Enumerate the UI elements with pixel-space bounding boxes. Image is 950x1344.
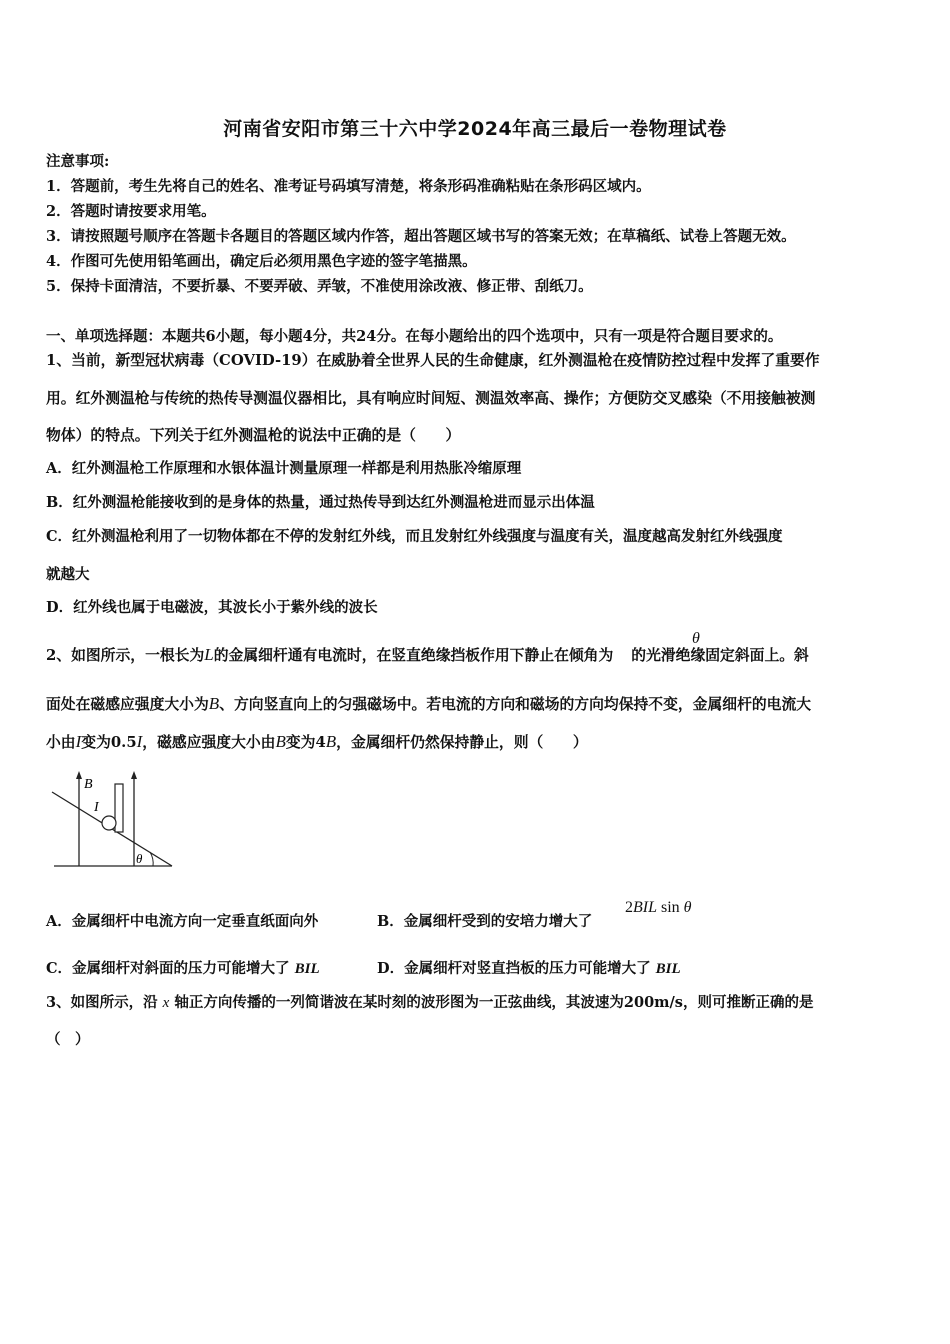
q2-option-d-text: D．金属细杆对竖直挡板的压力可能增大了 [377, 960, 651, 977]
q1-option-d: D．红外线也属于电磁波，其波长小于紫外线的波长 [46, 599, 378, 616]
arrow-up-icon [76, 771, 82, 779]
q2-text: 变为0.5 [81, 734, 137, 751]
q2-option-c [46, 959, 320, 979]
var-I: I [75, 732, 82, 751]
q1-option-c-line-2: 就越大 [46, 566, 90, 583]
q2-text: 2、如图所示，一根长为 [46, 647, 205, 664]
q2-text: 的光滑绝缘固定斜面上。斜 [631, 647, 809, 664]
q2-text: 面处在磁感应强度大小为 [46, 696, 209, 713]
q2-option-d [377, 959, 681, 979]
q1-stem-line-1: 1、当前，新型冠状病毒（COVID-19）在威胁着全世界人民的生命健康，红外测温枪在疫情防控过程中发挥了重要作 [46, 352, 820, 369]
note-3: 3．请按照题号顺序在答题卡各题目的答题区域内作答，超出答题区域书写的答案无效；在草稿纸、试卷上答题无效。 [46, 228, 796, 245]
var-x: x [162, 995, 170, 1011]
q1-option-c-line-1: C．红外测温枪利用了一切物体都在不停的发射红外线，而且发射红外线强度与温度有关，温度越高发射红外线强度 [46, 528, 783, 545]
note-4: 4．作图可先使用铅笔画出，确定后必须用黑色字迹的签字笔描黑。 [46, 253, 477, 270]
formula-fn: sin [661, 899, 680, 916]
q2-text: ，磁感应强度大小由 [142, 734, 276, 751]
formula-var: BIL [633, 899, 657, 916]
q3-stem-line-1 [46, 993, 813, 1013]
q1-option-a: A．红外测温枪工作原理和水银体温计测量原理一样都是利用热胀冷缩原理 [46, 460, 522, 477]
q2-text: 小由 [46, 734, 76, 751]
section-1-heading: 一、单项选择题：本题共6小题，每小题4分，共24分。在每小题给出的四个选项中，只有一项是符合题目要求的。 [46, 328, 783, 345]
formula-coef: 2 [625, 899, 633, 916]
q2-incline-diagram [46, 768, 181, 872]
arrow-up-icon [131, 771, 137, 779]
note-2: 2．答题时请按要求用笔。 [46, 203, 216, 220]
q3-text: 3、如图所示，沿 [46, 994, 158, 1011]
q2-text: 变为4 [285, 734, 326, 751]
q1-stem-line-2: 用。红外测温枪与传统的热传导测温仪器相比，具有响应时间短、测温效率高、操作；方便防交叉感染（不用接触被测 [46, 390, 816, 407]
var-B: B [275, 732, 286, 751]
q1-option-b: B．红外测温枪能接收到的是身体的热量，通过热传导到达红外测温枪进而显示出体温 [46, 494, 595, 511]
q2-option-c-text: C．金属细杆对斜面的压力可能增大了 [46, 960, 290, 977]
var-L: L [204, 645, 214, 664]
fig-label-B: B [84, 777, 93, 792]
theta-symbol: θ [692, 630, 700, 647]
q2-text: 的金属细杆通有电流时，在竖直绝缘挡板作用下静止在倾角为 [213, 647, 614, 664]
metal-rod-cross-section [102, 816, 116, 830]
q2-stem-line-3 [46, 732, 588, 753]
var-I: I [136, 732, 143, 751]
var-B: B [208, 694, 220, 713]
fig-label-I: I [94, 800, 99, 815]
formula-2BILsin-theta [625, 899, 692, 917]
notes-heading: 注意事项: [46, 153, 110, 170]
q2-text: 、方向竖直向上的匀强磁场中。若电流的方向和磁场的方向均保持不变，金属细杆的电流大 [219, 696, 812, 713]
q2-stem-line-2 [46, 694, 811, 715]
q3-stem-line-2: （ ） [46, 1031, 90, 1048]
q3-text: 轴正方向传播的一列简谐波在某时刻的波形图为一正弦曲线，其波速为200m/s，则可推断正确的是 [174, 994, 814, 1011]
note-5: 5．保持卡面清洁，不要折暴、不要弄破、弄皱，不准使用涂改液、修正带、刮纸刀。 [46, 278, 593, 295]
q2-text: ，金属细杆仍然保持静止，则（ ） [336, 734, 588, 751]
q2-option-a: A．金属细杆中电流方向一定垂直纸面向外 [46, 913, 319, 930]
q2-stem-line-1 [46, 645, 809, 666]
var-BIL: BIL [655, 961, 681, 977]
var-B: B [325, 732, 337, 751]
note-1: 1．答题前，考生先将自己的姓名、准考证号码填写清楚，将条形码准确粘贴在条形码区域内。 [46, 178, 651, 195]
var-BIL: BIL [294, 961, 320, 977]
exam-title: 河南省安阳市第三十六中学2024年高三最后一卷物理试卷 [223, 118, 727, 140]
q1-stem-line-3: 物体）的特点。下列关于红外测温枪的说法中正确的是（ ） [46, 427, 461, 444]
fig-label-theta: θ [136, 851, 143, 866]
formula-theta: θ [683, 899, 692, 916]
q2-option-b: B．金属细杆受到的安培力增大了 [377, 913, 593, 930]
